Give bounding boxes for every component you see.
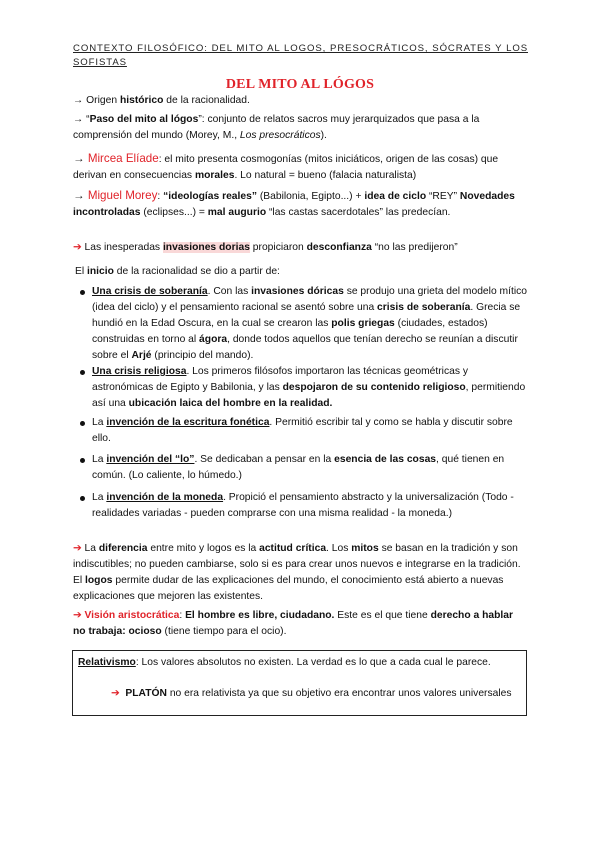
- bullet-dot: [80, 458, 85, 463]
- paragraph-origin: → Origen histórico de la racionalidad.: [73, 95, 250, 106]
- list-item: Una crisis religiosa. Los primeros filósofos importaron las técnicas geométricas y astronómicas de Egipto y Babilonia, y las despojaron de su contenido religioso, permitiendo así una ubicación laica del hombre en la realidad.: [80, 364, 528, 412]
- list-item: La invención de la escritura fonética. Permitió escribir tal y como se habla y discutir sobre ello.: [80, 415, 528, 447]
- list-item: Una crisis de soberanía. Con las invasiones dóricas se produjo una grieta del modelo mítico (idea del ciclo) y el pensamiento racional se asentó sobre una crisis de soberanía. Grecia se hundió en la Edad Oscura, en la cual se crearon las polis griegas (ciudades, estados) construidas en torno al ágora, donde todos aquellos que tenían derecho se reunían a discutir sobre el Arjé (principio del mando).: [80, 284, 528, 364]
- bullet-dot: [80, 421, 85, 426]
- relativismo-definition: Relativismo: Los valores absolutos no existen. La verdad es lo que a cada cual le parece.: [78, 657, 491, 668]
- paragraph-morey: → Miguel Morey: “ideologías reales” (Babilonia, Egipto...) + idea de ciclo “REY” Novedades incontroladas (eclipses...) = mal augurio “las castas sacerdotales” las predecían.: [73, 189, 515, 218]
- list-item: La invención de la moneda. Propició el pensamiento abstracto y la universalización (Todo - realidades variadas - pueden comprarse con una misma realidad - la moneda.): [80, 490, 528, 522]
- bullet-dot: [80, 290, 85, 295]
- bullet-dot: [80, 496, 85, 501]
- list-item: La invención del “lo”. Se dedicaban a pensar en la esencia de las cosas, qué tienen en común. (Lo caliente, lo húmedo.): [80, 452, 528, 484]
- relativismo-box: [72, 650, 527, 716]
- paragraph-eliade: → Mircea Elíade: el mito presenta cosmogonías (mitos iniciáticos, origen de las cosas) que derivan en consecuencias morales. Lo natural = bueno (falacia naturalista): [73, 152, 499, 181]
- paragraph-paso-mito: → “Paso del mito al lógos”: conjunto de relatos sacros muy jerarquizados que pasa a la comprensión del mundo (Morey, M., Los presocráticos).: [73, 114, 480, 141]
- platon-note: ➔ PLATÓN no era relativista ya que su objetivo era encontrar unos valores universales: [111, 688, 512, 699]
- paragraph-vision-aristocratica: ➔ Visión aristocrática: El hombre es libre, ciudadano. Este es el que tiene derecho a hablar no trabaja: ocioso (tiene tiempo para el ocio).: [73, 610, 513, 637]
- paragraph-invasiones: ➔ Las inesperadas invasiones dorias propiciaron desconfianza “no las predijeron”: [73, 242, 458, 253]
- paragraph-inicio: El inicio de la racionalidad se dio a partir de:: [75, 266, 280, 277]
- paragraph-diferencia: ➔ La diferencia entre mito y logos es la actitud crítica. Los mitos se basan en la tradición y son indiscutibles; no pueden cambiarse, solo si es para crear unos nuevos e integrarse en la tradición. El logos permite dudar de las explicaciones del mundo, el conocimiento está abierto a nuevas explicaciones que mejoren las existentes.: [73, 543, 521, 602]
- page-title: DEL MITO AL LÓGOS: [225, 77, 375, 92]
- page-header: CONTEXTO FILOSÓFICO: DEL MITO AL LOGOS, PRESOCRÁTICOS, SÓCRATES Y LOS SOFISTAS: [73, 43, 528, 68]
- bullet-dot: [80, 370, 85, 375]
